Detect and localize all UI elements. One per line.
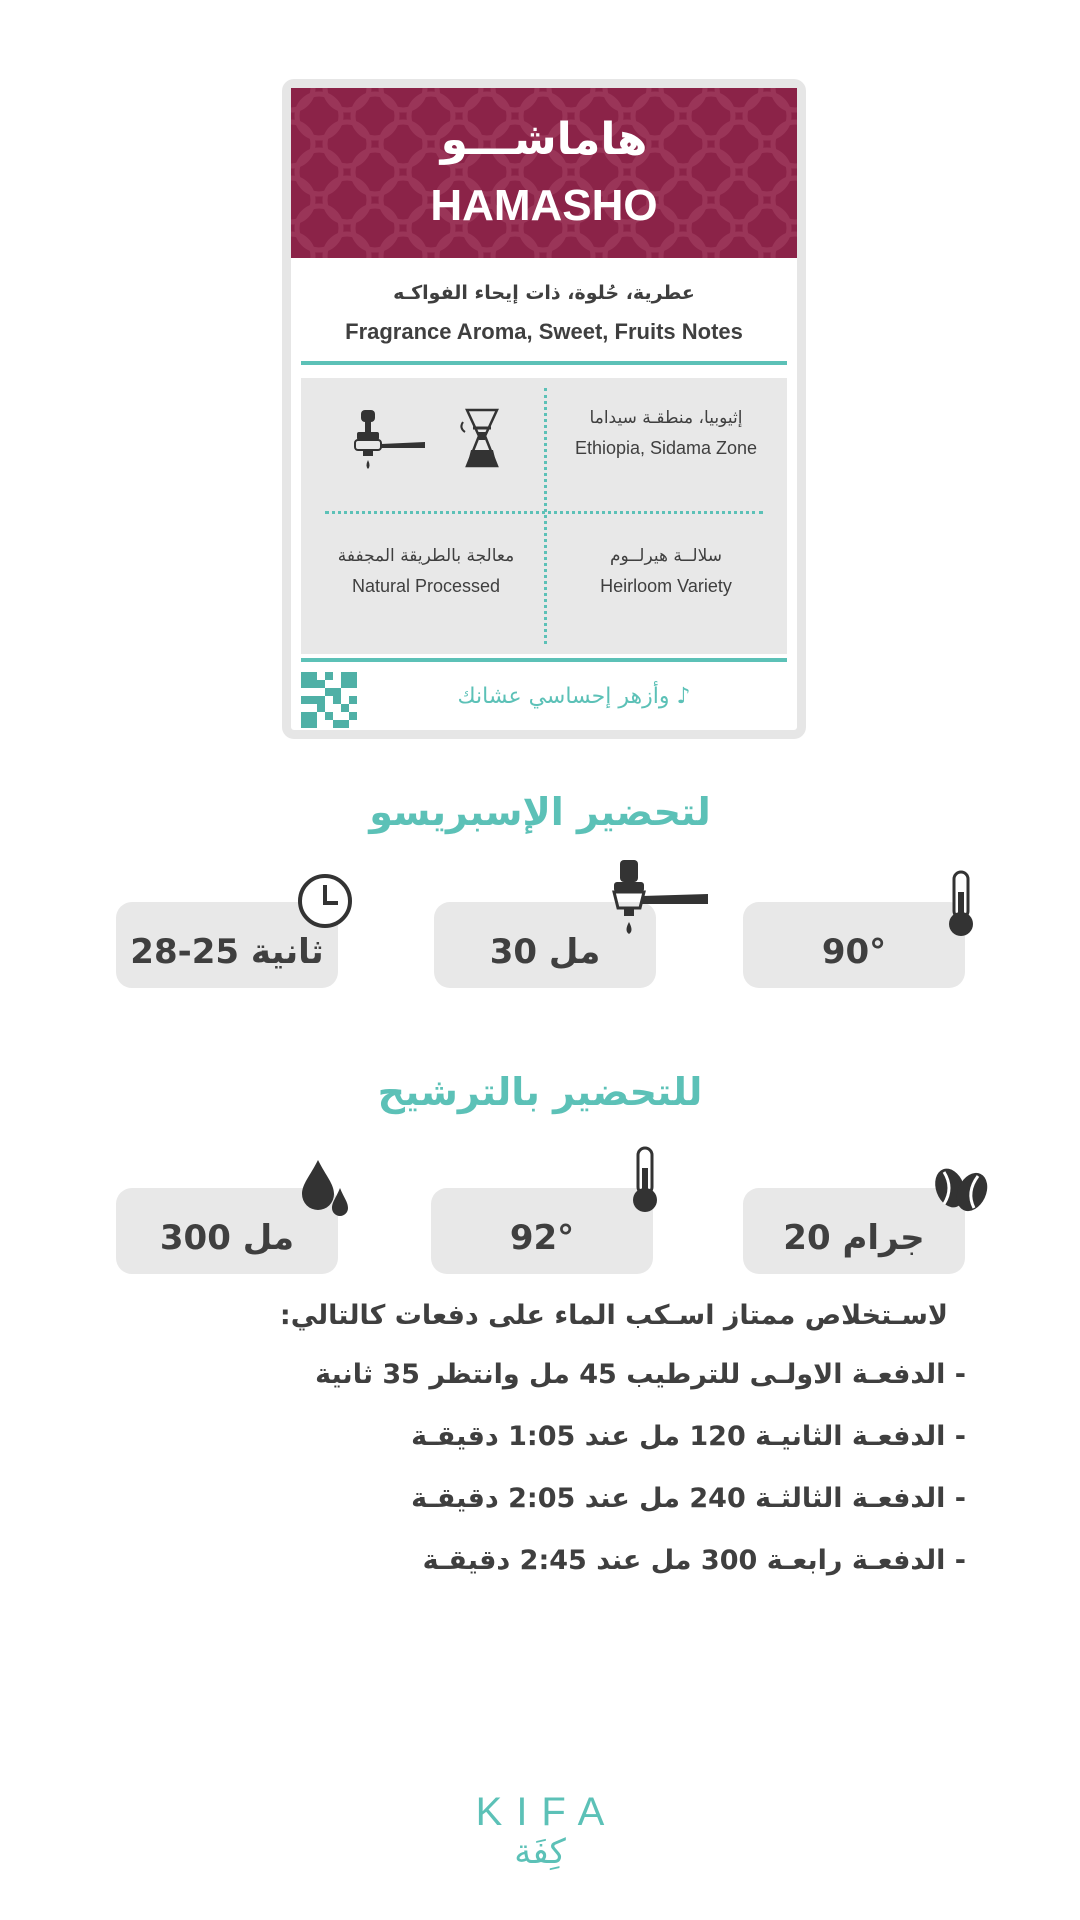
espresso-section-title: لتحضير الإسبريسو bbox=[369, 790, 711, 834]
coffee-beans-icon bbox=[930, 1164, 992, 1214]
espresso-time-value: 28-25 ثانية bbox=[130, 932, 324, 972]
thermometer-icon bbox=[628, 1146, 662, 1216]
process-cell bbox=[311, 546, 541, 597]
pour-step-2: - الدفعـة الثانيـة 120 مل عند 1:05 دقيقـة bbox=[411, 1421, 966, 1452]
pour-step-3: - الدفعـة الثالثـة 240 مل عند 2:05 دقيقـة bbox=[411, 1483, 966, 1514]
label-banner bbox=[291, 88, 797, 258]
divider-top bbox=[301, 361, 787, 365]
filter-coffee-value: 20 جرام bbox=[783, 1218, 925, 1258]
espresso-temperature-pill bbox=[743, 902, 965, 988]
filter-section-title: للتحضير بالترشيح bbox=[377, 1070, 703, 1114]
label-footer bbox=[301, 670, 787, 730]
coffee-info-grid bbox=[301, 378, 787, 654]
origin-english: Ethiopia, Sidama Zone bbox=[574, 438, 758, 458]
filter-water-value: 300 مل bbox=[159, 1218, 295, 1258]
pour-step-1: - الدفعـة الاولـى للترطيب 45 مل وانتظر 35 ثانية bbox=[315, 1359, 966, 1390]
tasting-notes-english: Fragrance Aroma, Sweet, Fruits Notes bbox=[345, 319, 743, 344]
portafilter-icon bbox=[612, 858, 710, 944]
filter-temperature-value: 92° bbox=[509, 1218, 575, 1258]
slogan-text: وأزهر إحساسي عشانك ♪ bbox=[457, 684, 691, 709]
espresso-volume-value: 30 مل bbox=[489, 932, 601, 972]
chemex-icon bbox=[459, 406, 505, 476]
brand-logo-english: KIFA bbox=[475, 1790, 619, 1834]
instructions-intro: لاسـتخلاص ممتاز اسـكب الماء على دفعات كالتالي: bbox=[279, 1300, 948, 1331]
coffee-label-card bbox=[282, 79, 806, 739]
grid-divider-vertical bbox=[544, 388, 547, 644]
variety-cell bbox=[551, 546, 781, 597]
pour-step-4: - الدفعـة رابعـة 300 مل عند 2:45 دقيقـة bbox=[422, 1545, 966, 1576]
espresso-temperature-value: 90° bbox=[821, 932, 887, 972]
divider-bottom bbox=[301, 658, 787, 662]
coffee-name-arabic: هاماشـــو bbox=[440, 114, 648, 165]
pour-instructions bbox=[260, 1300, 966, 1607]
water-drops-icon bbox=[300, 1158, 352, 1226]
brand-logo-arabic: كِفَة bbox=[514, 1832, 566, 1872]
clock-icon bbox=[296, 872, 354, 930]
coffee-name-english: HAMASHO bbox=[430, 181, 658, 230]
qr-code-icon[interactable] bbox=[301, 672, 357, 728]
grid-divider-horizontal bbox=[325, 511, 763, 514]
origin-arabic: إثيوبيا، منطقـة سيداما bbox=[589, 408, 743, 428]
espresso-tamper-icon bbox=[353, 408, 433, 478]
process-english: Natural Processed bbox=[351, 576, 501, 596]
origin-cell bbox=[551, 408, 781, 459]
brand-logo bbox=[460, 1792, 620, 1873]
filter-temperature-pill bbox=[431, 1188, 653, 1274]
process-arabic: معالجة بالطريقة المجففة bbox=[337, 546, 515, 566]
tasting-notes-arabic: عطرية، حُلوة، ذات إيحاء الفواكـه bbox=[393, 282, 695, 304]
variety-english: Heirloom Variety bbox=[600, 576, 732, 596]
thermometer-icon bbox=[944, 870, 978, 940]
variety-arabic: سلالــة هيرلــوم bbox=[610, 546, 722, 566]
